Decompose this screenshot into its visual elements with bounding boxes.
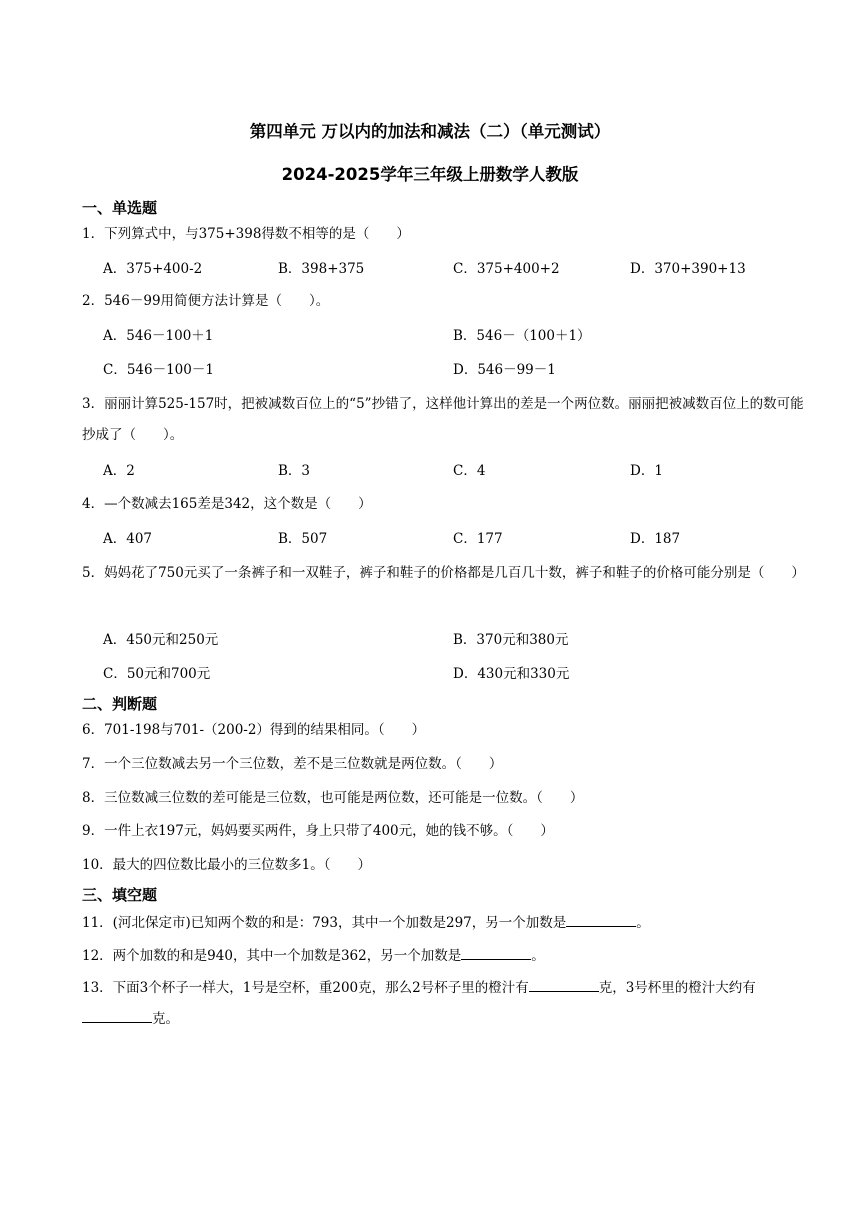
q4-option-b[interactable]: B．507 xyxy=(278,531,328,547)
question-11-end: 。 xyxy=(636,915,650,931)
question-9: 9．一件上衣197元，妈妈要买两件，身上只带了400元，她的钱不够。（ ） xyxy=(82,823,554,839)
q3-option-b[interactable]: B．3 xyxy=(278,463,311,479)
q2-option-c[interactable]: C．546－100－1 xyxy=(103,362,214,378)
q4-option-d[interactable]: D．187 xyxy=(630,531,681,547)
q5-option-d[interactable]: D．430元和330元 xyxy=(453,666,570,682)
section-heading-fill-blank: 三、填空题 xyxy=(82,886,158,904)
q2-option-b[interactable]: B．546－（100＋1） xyxy=(453,328,591,344)
q2-option-a[interactable]: A．546－100＋1 xyxy=(103,328,214,344)
question-10: 10．最大的四位数比最小的三位数多1。（ ） xyxy=(82,857,372,873)
answer-blank[interactable] xyxy=(566,912,636,927)
q1-option-d[interactable]: D．370+390+13 xyxy=(630,261,746,277)
section-heading-single-choice: 一、单选题 xyxy=(82,199,158,217)
q4-option-c[interactable]: C．177 xyxy=(453,531,503,547)
worksheet-subtitle: 2024-2025学年三年级上册数学人教版 xyxy=(281,165,579,184)
section-heading-true-false: 二、判断题 xyxy=(82,695,158,713)
worksheet-title: 第四单元 万以内的加法和减法（二）（单元测试） xyxy=(249,122,611,141)
q5-option-c[interactable]: C．50元和700元 xyxy=(103,666,211,682)
q3-option-c[interactable]: C．4 xyxy=(453,463,486,479)
answer-blank[interactable] xyxy=(461,945,531,960)
question-5: 5．妈妈花了750元买了一条裤子和一双鞋子，裤子和鞋子的价格都是几百几十数，裤子和鞋子的价格可能分别是（ ） xyxy=(82,565,805,581)
answer-blank[interactable] xyxy=(82,1008,152,1023)
question-4: 4．—个数减去165差是342，这个数是（ ） xyxy=(82,496,372,512)
answer-blank[interactable] xyxy=(529,977,599,992)
question-13 xyxy=(82,973,812,1035)
q4-option-a[interactable]: A．407 xyxy=(103,531,153,547)
question-13-text: 13．下面3个杯子一样大，1号是空杯，重200克，那么2号杯子里的橙汁有 xyxy=(82,980,529,996)
question-12-end: 。 xyxy=(531,948,545,964)
question-11 xyxy=(82,912,650,933)
question-8: 8．三位数减三位数的差可能是三位数，也可能是两位数，还可能是一位数。（ ） xyxy=(82,790,584,806)
q5-option-b[interactable]: B．370元和380元 xyxy=(453,632,569,648)
question-2: 2．546－99用简便方法计算是（ ）。 xyxy=(82,293,330,309)
question-13-end: 克。 xyxy=(152,1011,179,1027)
question-1: 1．下列算式中，与375+398得数不相等的是（ ） xyxy=(82,226,410,242)
q3-option-a[interactable]: A．2 xyxy=(103,463,135,479)
question-12 xyxy=(82,945,545,966)
question-12-text: 12．两个加数的和是940，其中一个加数是362，另一个加数是 xyxy=(82,948,462,964)
question-3: 3．丽丽计算525-157时，把被减数百位上的“5”抄错了，这样他计算出的差是一个两位数。丽丽把被减数百位上的数可能抄成了（ ）。 xyxy=(82,396,804,443)
question-13-mid: 克，3号杯里的橙汁大约有 xyxy=(598,980,756,996)
q1-option-b[interactable]: B．398+375 xyxy=(278,261,365,277)
q1-option-a[interactable]: A．375+400-2 xyxy=(103,261,203,277)
q5-option-a[interactable]: A．450元和250元 xyxy=(103,632,219,648)
q2-option-d[interactable]: D．546－99－1 xyxy=(453,362,556,378)
question-6: 6．701-198与701-（200-2）得到的结果相同。（ ） xyxy=(82,722,426,738)
q1-option-c[interactable]: C．375+400+2 xyxy=(453,261,560,277)
q3-option-d[interactable]: D．1 xyxy=(630,463,663,479)
question-7: 7．一个三位数减去另一个三位数，差不是三位数就是两位数。（ ） xyxy=(82,756,503,772)
question-11-text: 11．(河北保定市)已知两个数的和是：793，其中一个加数是297，另一个加数是 xyxy=(82,915,567,931)
